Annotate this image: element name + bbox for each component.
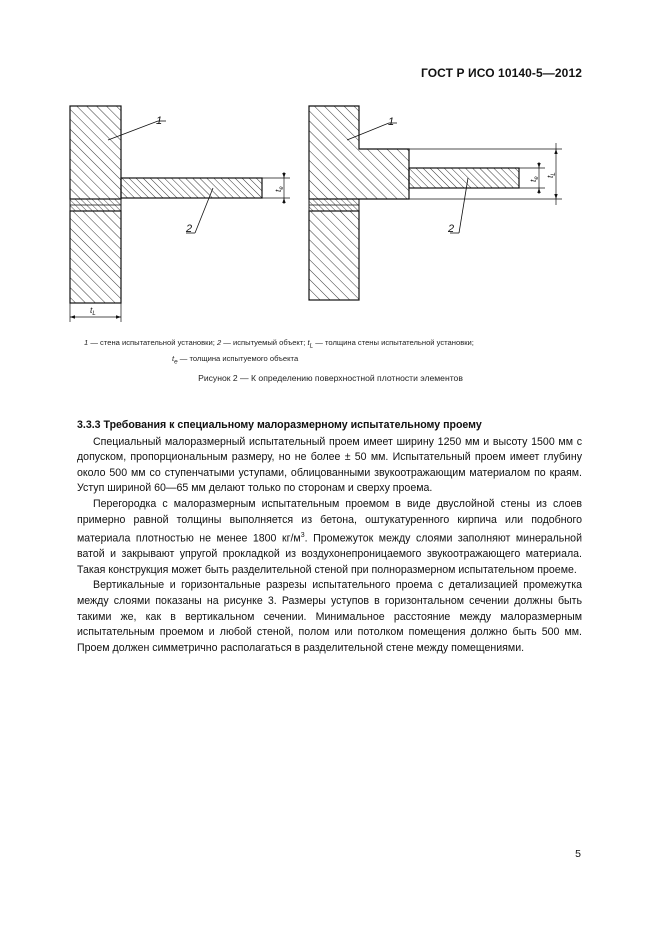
left-test-wall xyxy=(70,106,121,303)
svg-text:tL: $t_L$ xyxy=(545,172,557,178)
paragraph-1: Специальный малоразмерный испытательный проем имеет ширину 1250 мм и высоту 1500 мм с допуском, пропорциональным размеру, но не более ± 50 мм. Испытательный проем имеет глубину около 500 мм со ступенчатыми уступами, облицованными звукоотражающим материалом по краям. Уступ шириной 60—65 мм делают только по сторонам и сверху проема. xyxy=(77,435,582,495)
svg-text:te: $t_e$ xyxy=(528,176,540,182)
right-test-specimen xyxy=(409,168,519,188)
document-header: ГОСТ Р ИСО 10140-5—2012 xyxy=(420,66,582,80)
right-specimen-label: 2 xyxy=(448,223,455,235)
left-wall-label: 1 xyxy=(156,115,163,127)
figure-2-diagram xyxy=(0,0,661,330)
paragraph-3: Вертикальные и горизонтальные разрезы испытательного проема с детализацией промежутка между слоями показаны на рисунке 3. Размеры уступов в горизонтальном сечении должны быть такими же, как в вертикальном сечении. Минимальное расстояние между малоразмерным испытательным проемом и любой стеной, полом или потолком помещения должно быть 500 мм. Проем должен симметрично располагаться в разделительной стене между помещениями. xyxy=(77,579,582,654)
right-te-dimension xyxy=(519,162,545,194)
section-title: 3.3.3 Требования к специальному малоразмерному испытательному проему xyxy=(77,419,482,431)
left-test-specimen xyxy=(121,178,262,198)
svg-text:tL: $t_L$ xyxy=(90,305,96,317)
figure-legend: 1 — стена испытательной установки; 2 — испытуемый объект; $t_L$ — толщина стены испытательной установки; $t_e$ — толщина испытуемого объекта xyxy=(84,338,474,366)
paragraph-2: Перегородка с малоразмерным испытательным проемом в виде двуслойной стены из слоев примерно равной толщины выполняется из бетона, оштукатуренного кирпича или подобного материала плотностью не менее 1800 $кг/м^3$. Промежуток между слоями заполняют минеральной ватой и закрывают упругой прокладкой из воздухонепроницаемого звукоотражающего материала. Такая конструкция может быть разделительной стеной при полноразмерном испытательном проеме. xyxy=(77,497,582,576)
figure-caption: Рисунок 2 — К определению поверхностной плотности элементов xyxy=(198,373,463,383)
section-3-3-3 xyxy=(77,418,582,656)
left-specimen-label: 2 xyxy=(186,223,193,235)
page-number: 5 xyxy=(575,848,581,860)
right-test-wall-lower xyxy=(309,199,359,300)
left-tl-dimension xyxy=(70,303,121,322)
right-wall-label: 1 xyxy=(388,116,395,128)
svg-text:te: $t_e$ xyxy=(273,186,285,192)
left-te-dimension xyxy=(262,172,290,204)
